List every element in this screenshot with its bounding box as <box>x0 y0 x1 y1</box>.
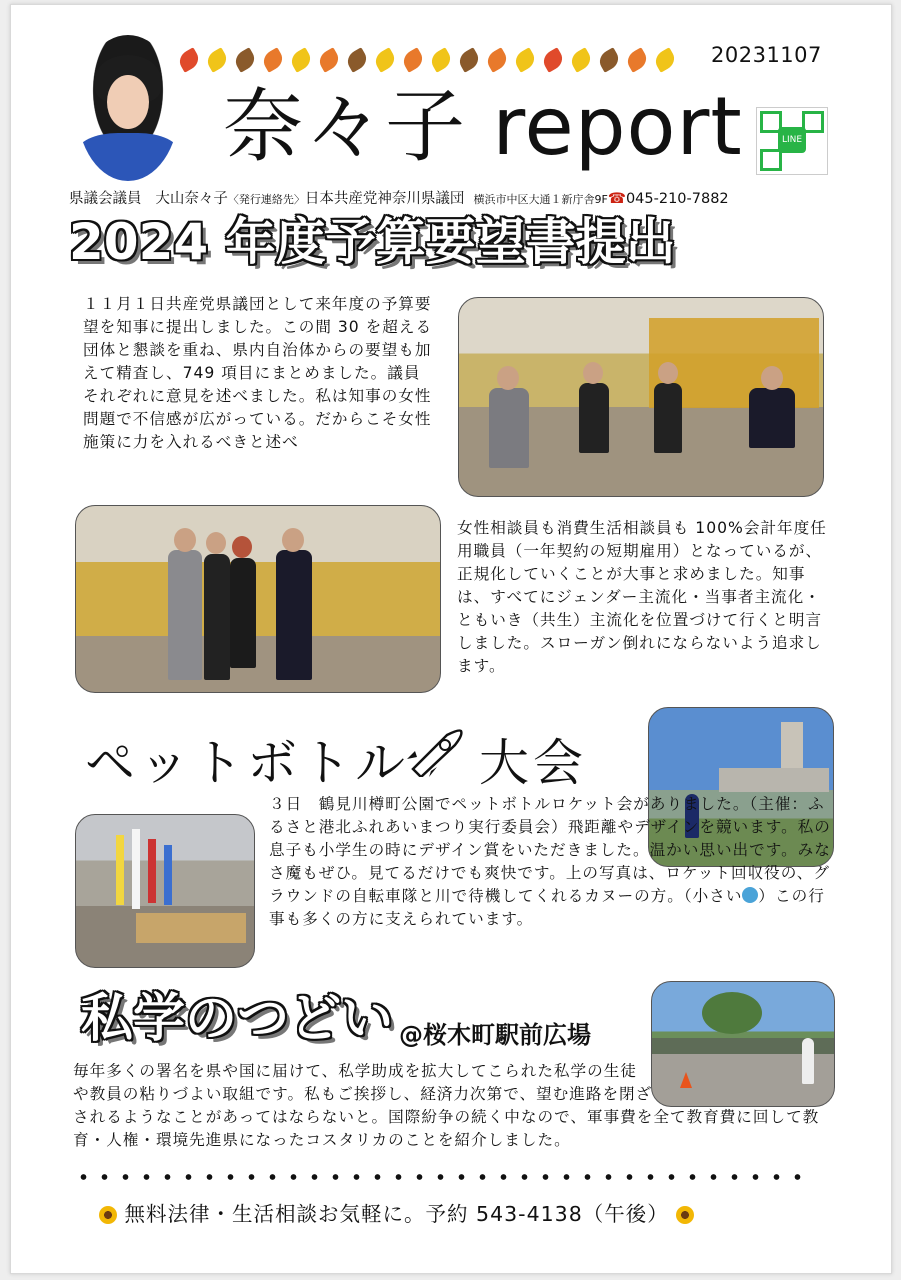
newsletter-page <box>10 4 892 1274</box>
section3-subheading: @桜木町駅前広場 <box>399 1021 591 1049</box>
footer-text: 無料法律・生活相談お気軽に。予約 543-4138（午後） <box>124 1202 669 1226</box>
meeting-photo-2 <box>75 505 441 693</box>
section2-heading-left: ペットボトル <box>85 734 409 792</box>
section3-text: 毎年多くの署名を県や国に届けて、私学助成を拡大してこられた私学の生徒や教員の粘りづよい取組です。私もご挨拶し、経済力次第で、望む進路を閉ざされるようなことがあってはならないと。国際紛争の続く中なので、軍事費を全て教育費に回して教育・人権・環境先進県になったコスタリカのことを紹介しました。 <box>73 1062 820 1149</box>
section1-paragraph1: １１月１日共産党県議団として来年度の予算要望を知事に提出しました。この間 30 を超える団体と懇談を重ね、県内自治体からの要望も加えて精査し、749 項目にまとめました。議員それぞれに意見を述べました。私は知事の女性問題で不信感が広がっている。だからこそ女性施策に力を入れるべきと述べ <box>83 295 433 451</box>
dotted-divider <box>73 1173 813 1181</box>
byline-address: 横浜市中区大通１新庁舎9F <box>473 193 608 206</box>
section2-paragraph <box>269 793 839 931</box>
small-rocket-icon <box>742 887 758 903</box>
section2-text-after: ）この行事も多くの方に支えられています。 <box>269 887 825 928</box>
byline-role: 県議会議員 <box>69 191 142 207</box>
byline-name: 大山奈々子 <box>155 191 228 207</box>
issue-date: 20231107 <box>711 43 822 67</box>
line-qr-code[interactable] <box>756 107 828 175</box>
sunflower-icon <box>676 1206 694 1224</box>
byline-org: 日本共産党神奈川県議団 <box>304 191 465 207</box>
meeting-photo-1 <box>458 297 824 497</box>
sunflower-icon <box>99 1206 117 1224</box>
phone-icon: ☎ <box>607 191 626 207</box>
autumn-leaves-decoration <box>179 49 699 71</box>
rockets-display-photo <box>75 814 255 968</box>
rocket-icon <box>403 727 465 777</box>
section3-paragraph <box>73 1060 843 1152</box>
section2-heading-right: 大会 <box>479 734 587 792</box>
byline-contact-label: 〈発行連絡先〉 <box>227 193 305 206</box>
section3-heading: 私学のつどい <box>81 989 394 1049</box>
byline-phone: 045-210-7882 <box>625 191 729 207</box>
masthead-title: 奈々子 report <box>223 80 743 173</box>
qr-label: LINE <box>778 127 806 153</box>
section2-text-before: ３日 鶴見川樽町公園でペットボトルロケット会がありました。（主催：ふるさと港北ふれあいまつり実行委員会）飛距離やデザインを競います。私の息子も小学生の時にデザイン賞をいただきました。温かい思い出です。みなさ魔もぜひ。見てるだけでも爽快です。上の写真は、ロケット回収役の、グラウンドの自転車隊と川で待機してくれるカヌーの方。（小さい <box>269 795 831 905</box>
author-portrait <box>77 35 179 181</box>
section2-heading <box>85 723 587 795</box>
footer <box>99 1197 694 1227</box>
section1-heading: 2024 年度予算要望書提出 <box>69 213 676 271</box>
section1-paragraph2: 女性相談員も消費生活相談員も 100%会計年度任用職員（一年契約の短期雇用）となっているが、正規化していくことが大事と求めました。知事は、すべてにジェンダー主流化・当事者主流化・ともいき（共生）主流化を位置づけて行くと明言しました。スローガン倒れにならないよう追求します。 <box>457 519 827 675</box>
byline <box>69 187 729 208</box>
